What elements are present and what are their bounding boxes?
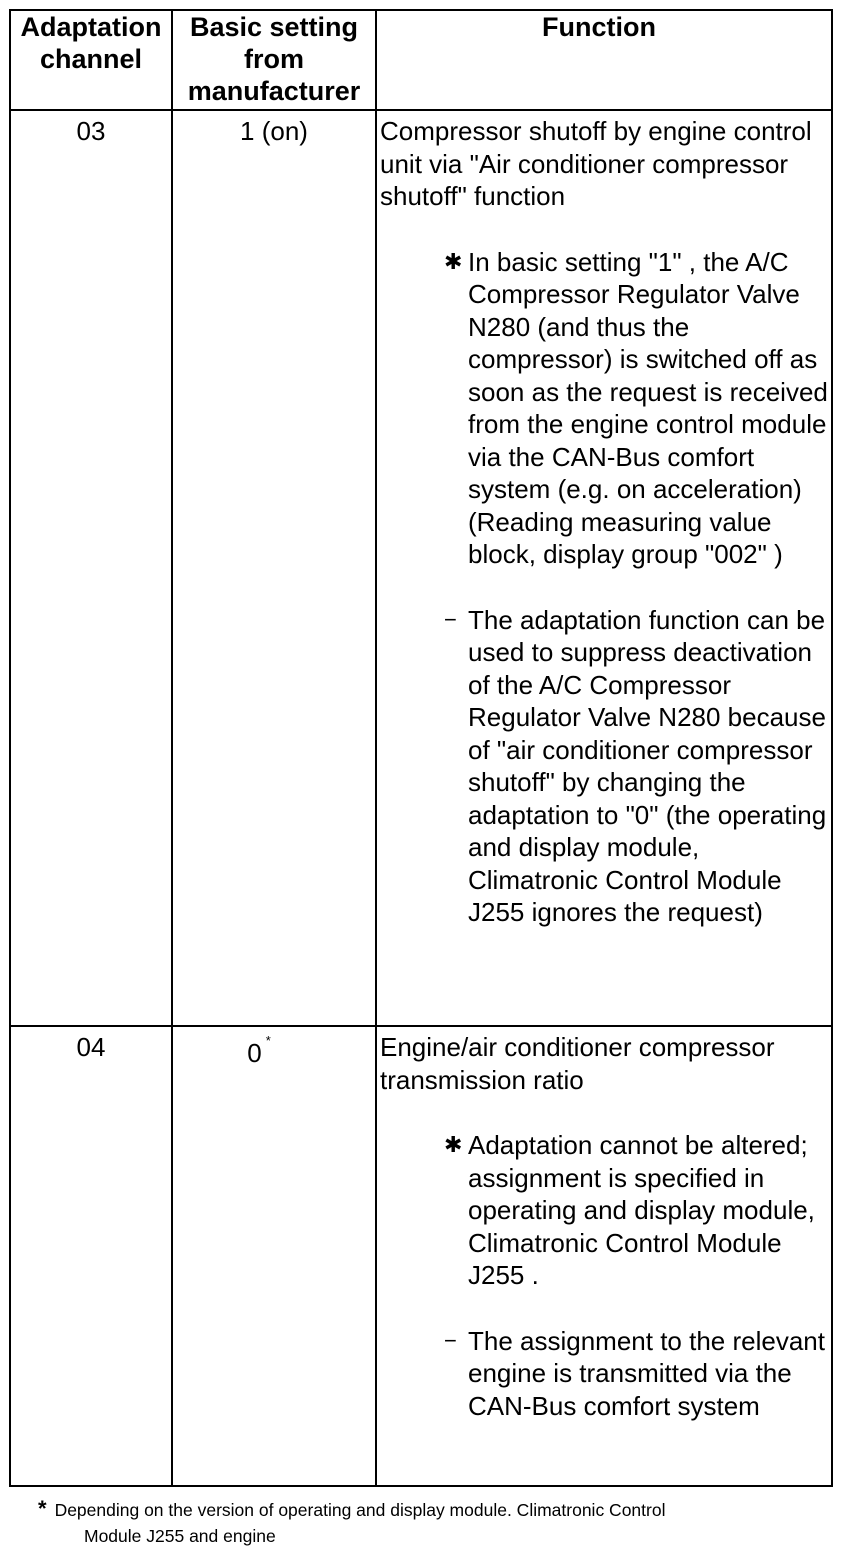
function-lead: Engine/air conditioner compressor transmission ratio <box>380 1032 775 1095</box>
function-item <box>444 1129 831 1292</box>
table-header-row <box>10 10 832 110</box>
channel-cell: 04 <box>10 1026 172 1486</box>
basic-setting-value: 0 <box>247 1038 262 1068</box>
asterisk-bullet-icon: ✱ <box>444 248 463 274</box>
function-cell <box>376 1026 832 1486</box>
footnote-line-2: Module J255 and engine <box>84 1526 276 1546</box>
function-item-text: The adaptation function can be used to suppress deactivation of the A/C Compressor Regulator Valve N280 because of "air conditioner compressor shutoff" by changing the adaptation to "0" (the operating and display module, Climatronic Control Module J255 ignores the request) <box>468 604 827 927</box>
dash-bullet-icon: − <box>444 1327 457 1353</box>
function-item <box>444 1325 831 1423</box>
header-basic-setting: Basic setting from manufacturer <box>172 10 376 110</box>
header-adaptation-channel: Adaptation channel <box>10 10 172 110</box>
function-cell <box>376 110 832 1026</box>
channel-cell: 03 <box>10 110 172 1026</box>
table-row <box>10 110 832 1026</box>
function-item-text: In basic setting "1" , the A/C Compressor Regulator Valve N280 (and thus the compressor) is switched off as soon as the request is received from the engine control module via the CAN-Bus comfort system (e.g. on acceleration) (Reading measuring value block, display group "002" ) <box>468 246 828 569</box>
function-item-text: The assignment to the relevant engine is transmitted via the CAN-Bus comfort system <box>468 1325 825 1421</box>
header-function: Function <box>376 10 832 110</box>
adaptation-table <box>9 9 833 1487</box>
function-item-text: Adaptation cannot be altered; assignment is specified in operating and display module, Climatronic Control Module J255 . <box>468 1130 815 1290</box>
footnote <box>38 1496 838 1549</box>
function-lead: Compressor shutoff by engine control unit via "Air conditioner compressor shutoff" function <box>380 116 812 211</box>
footnote-reference: * <box>265 1033 271 1048</box>
function-item <box>444 604 831 929</box>
basic-setting-cell <box>172 1026 376 1486</box>
asterisk-bullet-icon: ✱ <box>444 1132 463 1157</box>
basic-setting-value: 1 (on) <box>240 116 308 146</box>
function-item <box>444 246 831 571</box>
footnote-line-1: Depending on the version of operating and display module. Climatronic Control <box>54 1500 666 1520</box>
basic-setting-cell <box>172 110 376 1026</box>
dash-bullet-icon: − <box>444 606 457 632</box>
table-row <box>10 1026 832 1486</box>
footnote-marker: * <box>38 1496 47 1521</box>
